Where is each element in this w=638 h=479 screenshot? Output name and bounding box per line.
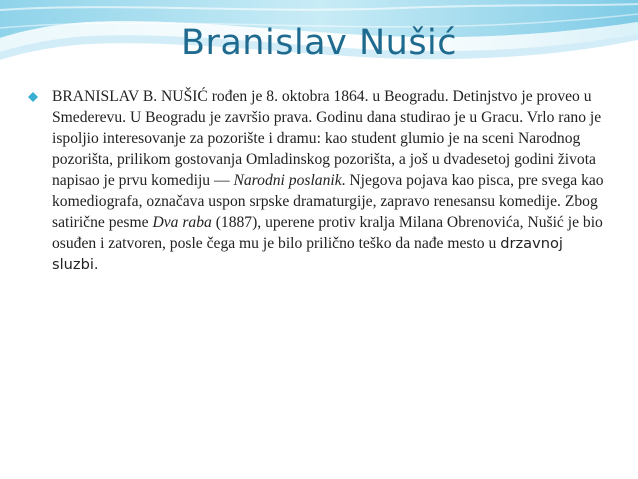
bullet-item	[28, 86, 608, 275]
page-title: Branislav Nušić	[180, 23, 458, 63]
diamond-bullet-icon	[28, 92, 38, 102]
text-segment-6: drzavnoj sluzbi.	[52, 235, 563, 273]
biography-paragraph	[52, 86, 608, 275]
text-segment-1: BRANISLAV B. NUŠIĆ rođen je 8. oktobra 1864. u Beogradu. Detinjstvo je proveo u Smederevu. U Beogradu je završio prava. Godinu dana studirao je u Gracu. Vrlo rano je ispoljio interesovanje za pozorište i dramu: kao student glumio je na sceni Narodnog pozorišta, prilikom gostovanja Omladinskog pozorišta, a još u dvadesetoj godini života napisao je prvu komediju —	[52, 88, 602, 189]
text-segment-5: (1887), uperene protiv kralja Milana Obrenovića, Nušić je bio osuđen i zatvoren, posle čega mu je bilo prilično teško da nađe mesto u	[52, 214, 603, 252]
work-title-narodni-poslanik: Narodni poslanik	[233, 172, 342, 189]
work-title-dva-raba: Dva raba	[152, 214, 212, 231]
slide-body	[28, 86, 608, 275]
text-segment-3: . Njegova pojava kao pisca, pre svega kao komediografa, označava uspon srpske dramaturgije, zapravo renesansu komedije. Zbog satirične pesme	[52, 172, 604, 231]
